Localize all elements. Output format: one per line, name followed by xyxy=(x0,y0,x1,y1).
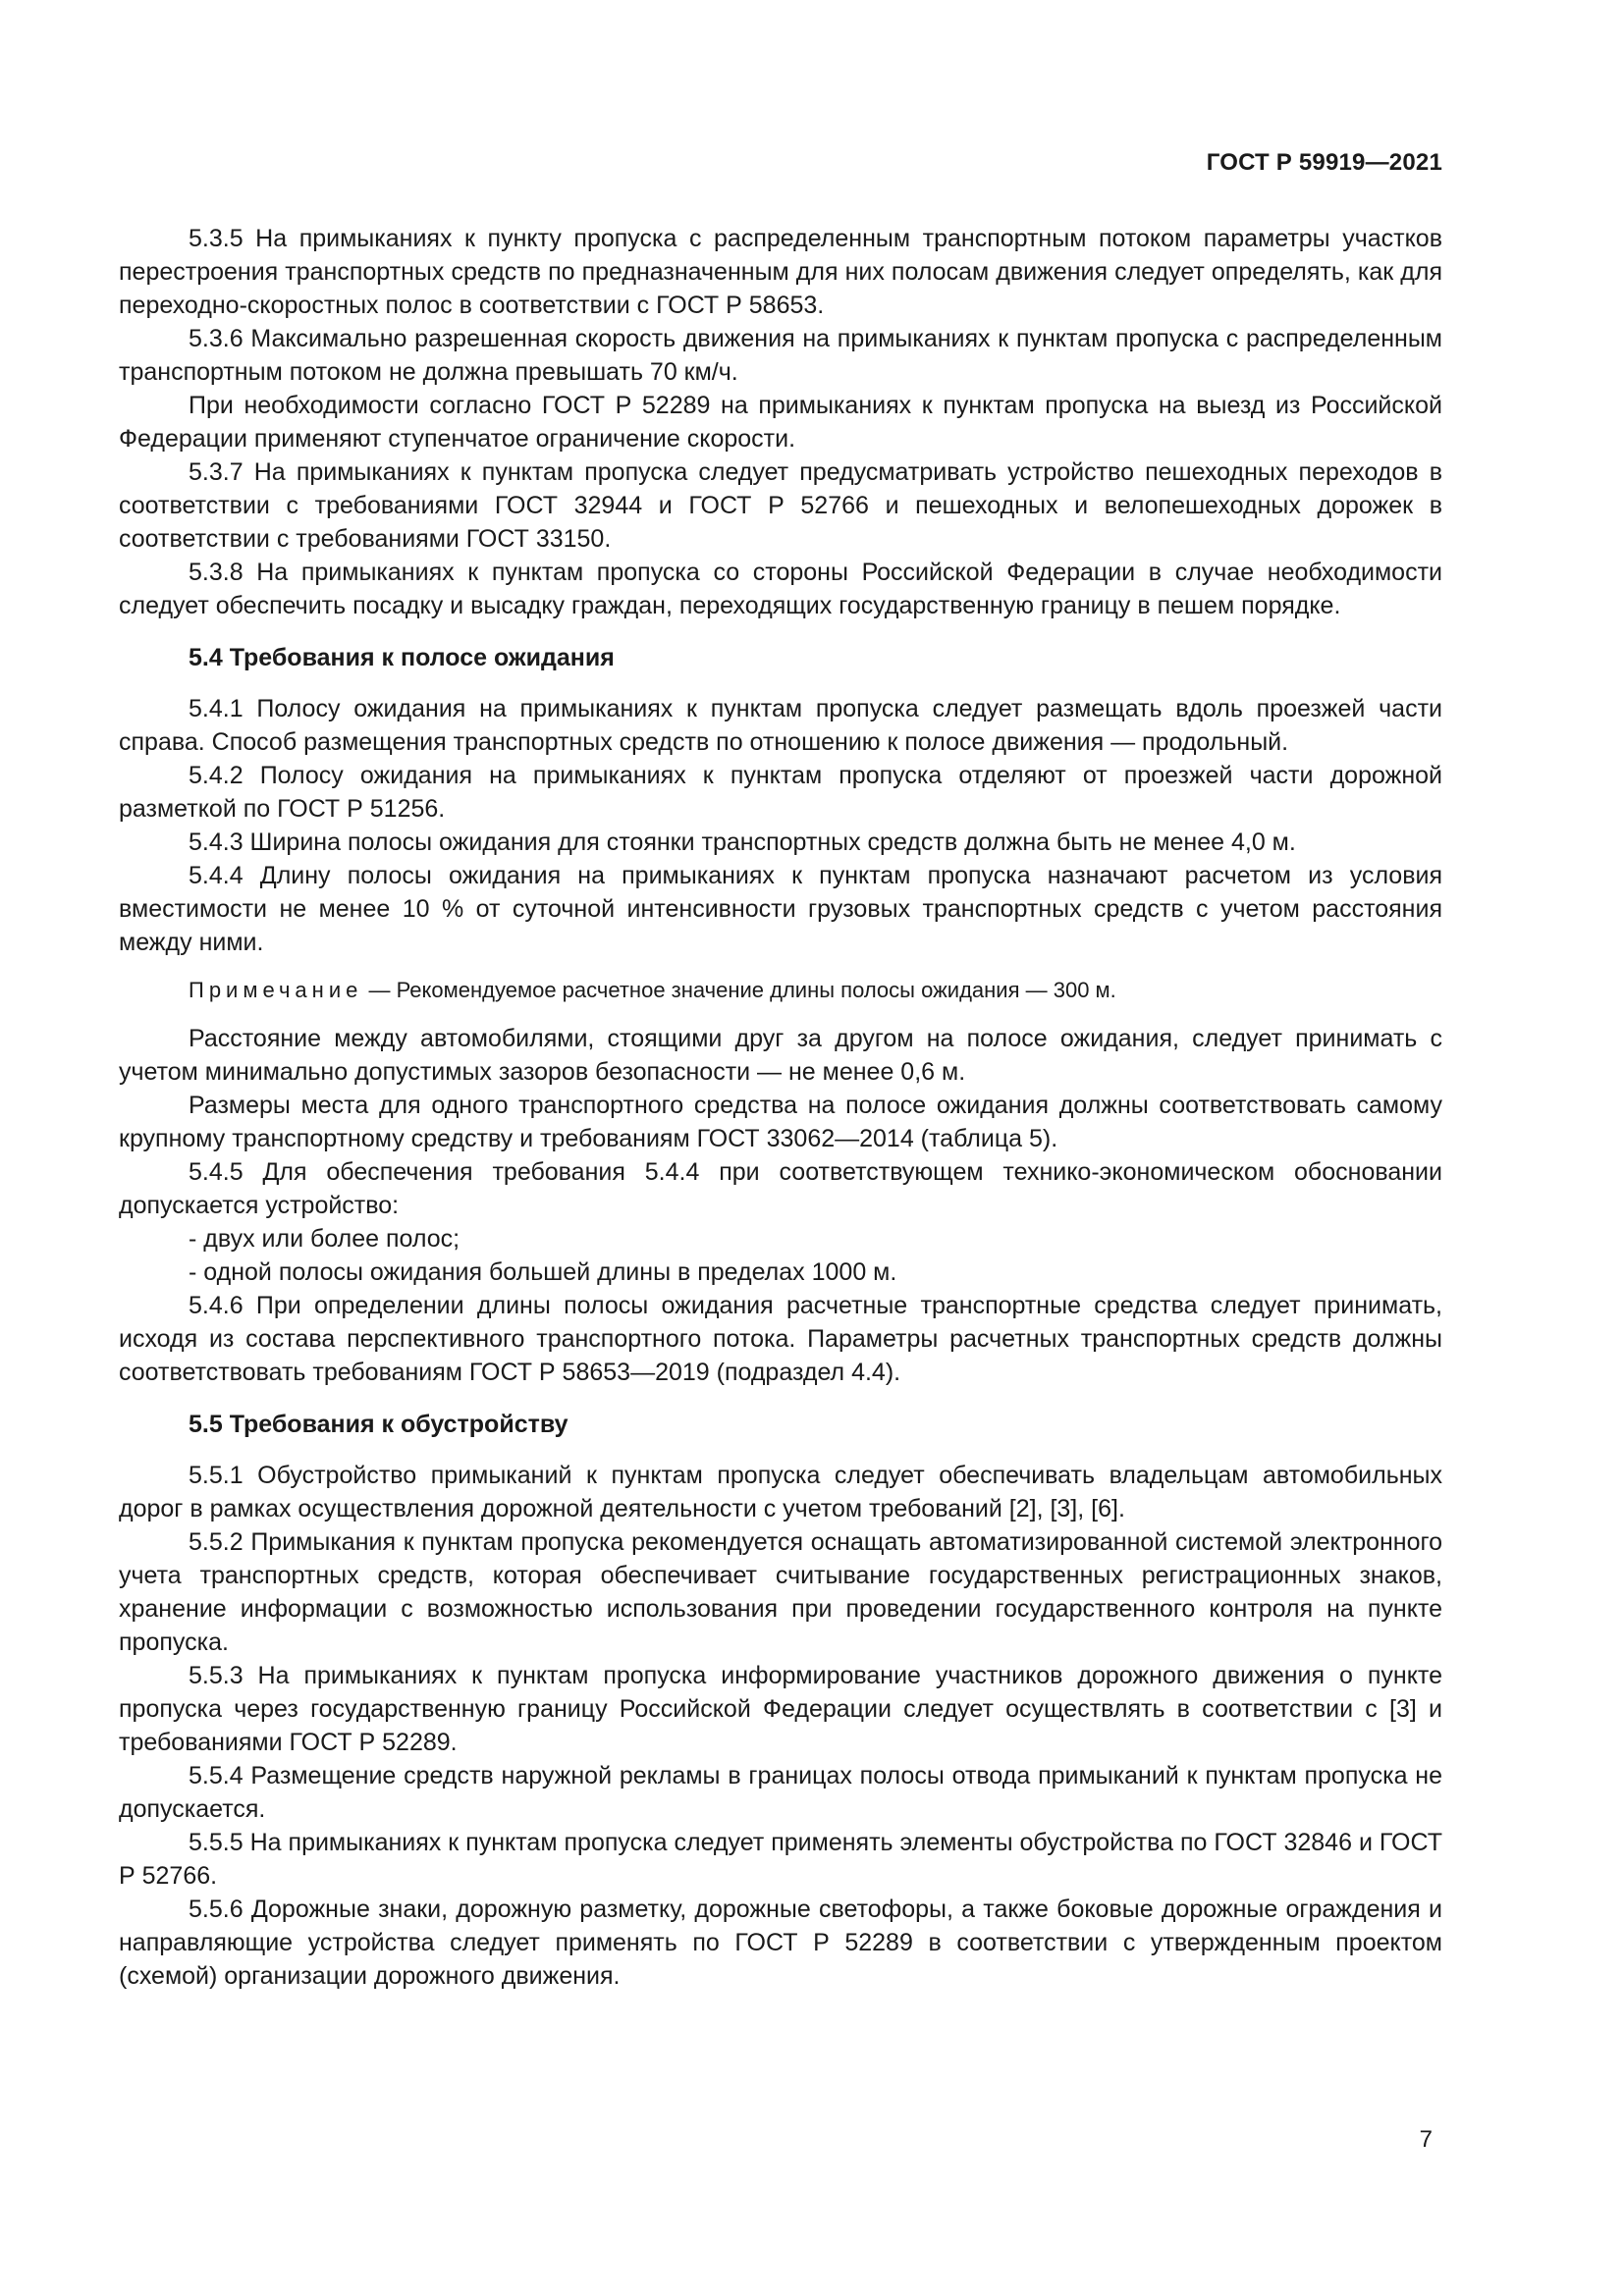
section-heading-5-5: 5.5 Требования к обустройству xyxy=(189,1411,568,1438)
note-label: Примечание xyxy=(189,978,363,1002)
paragraph-5-5-6: 5.5.6 Дорожные знаки, дорожную разметку, дорожные светофоры, а также боковые дорожные ограждения и направляющие устройства следует применять по ГОСТ Р 52289 в соответствии с утвержденным проектом (схемой) организации дорожного движения. xyxy=(119,1896,1442,1990)
note xyxy=(119,976,1442,1005)
section-heading-5-4: 5.4 Требования к полосе ожидания xyxy=(189,644,615,671)
paragraph-5-3-6-cont: При необходимости согласно ГОСТ Р 52289 на примыканиях к пунктам пропуска на выезд из Российской Федерации применяют ступенчатое ограничение скорости. xyxy=(119,392,1442,453)
list-item-two-lanes: - двух или более полос; xyxy=(189,1225,460,1253)
paragraph-5-5-3: 5.5.3 На примыканиях к пунктам пропуска информирование участников дорожного движения о пункте пропуска через государственную границу Российской Федерации следует осуществлять в соответствии с [3] и требованиями ГОСТ Р 52289. xyxy=(119,1662,1442,1756)
document-body xyxy=(119,222,1442,1993)
paragraph-5-3-6: 5.3.6 Максимально разрешенная скорость движения на примыканиях к пунктам пропуска с распределенным транспортным потоком не должна превышать 70 км/ч. xyxy=(119,325,1442,386)
paragraph-5-4-5: 5.4.5 Для обеспечения требования 5.4.4 при соответствующем технико-экономическом обосновании допускается устройство: xyxy=(119,1158,1442,1219)
paragraph-5-3-7: 5.3.7 На примыканиях к пунктам пропуска следует предусматривать устройство пешеходных переходов в соответствии с требованиями ГОСТ 32944 и ГОСТ Р 52766 и пешеходных и велопешеходных дорожек в соответствии с требованиями ГОСТ 33150. xyxy=(119,458,1442,553)
paragraph-place-size: Размеры места для одного транспортного средства на полосе ожидания должны соответствовать самому крупному транспортному средству и требованиям ГОСТ 33062—2014 (таблица 5). xyxy=(119,1092,1442,1152)
paragraph-5-3-5: 5.3.5 На примыканиях к пункту пропуска с распределенным транспортным потоком параметры участков перестроения транспортных средств по предназначенным для них полосам движения следует определять, как для переходно-скоростных полос в соответствии с ГОСТ Р 58653. xyxy=(119,225,1442,319)
paragraph-5-5-1: 5.5.1 Обустройство примыканий к пунктам пропуска следует обеспечивать владельцам автомобильных дорог в рамках осуществления дорожной деятельности с учетом требований [2], [3], [6]. xyxy=(119,1462,1442,1522)
paragraph-5-5-2: 5.5.2 Примыкания к пунктам пропуска рекомендуется оснащать автоматизированной системой электронного учета транспортных средств, которая обеспечивает считывание государственных регистрационных знаков, хранение информации с возможностью использования при проведении государственного контроля на пункте пропуска. xyxy=(119,1528,1442,1656)
document-code-header: ГОСТ Р 59919—2021 xyxy=(1206,149,1442,176)
paragraph-5-4-6: 5.4.6 При определении длины полосы ожидания расчетные транспортные средства следует принимать, исходя из состава перспективного транспортного потока. Параметры расчетных транспортных средств должны соответствовать требованиям ГОСТ Р 58653—2019 (подраздел 4.4). xyxy=(119,1292,1442,1386)
note-text: — Рекомендуемое расчетное значение длины полосы ожидания — 300 м. xyxy=(362,978,1116,1002)
paragraph-distance: Расстояние между автомобилями, стоящими друг за другом на полосе ожидания, следует принимать с учетом минимально допустимых зазоров безопасности — не менее 0,6 м. xyxy=(119,1025,1442,1086)
paragraph-5-4-2: 5.4.2 Полосу ожидания на примыканиях к пунктам пропуска отделяют от проезжей части дорожной разметкой по ГОСТ Р 51256. xyxy=(119,762,1442,823)
list-item-one-lane: - одной полосы ожидания большей длины в пределах 1000 м. xyxy=(189,1258,897,1286)
paragraph-5-4-3: 5.4.3 Ширина полосы ожидания для стоянки транспортных средств должна быть не менее 4,0 м. xyxy=(189,828,1296,856)
paragraph-5-5-4: 5.5.4 Размещение средств наружной рекламы в границах полосы отвода примыканий к пунктам пропуска не допускается. xyxy=(119,1762,1442,1823)
page-number: 7 xyxy=(1419,2126,1433,2153)
paragraph-5-4-1: 5.4.1 Полосу ожидания на примыканиях к пунктам пропуска следует размещать вдоль проезжей части справа. Способ размещения транспортных средств по отношению к полосе движения — продольный. xyxy=(119,695,1442,756)
paragraph-5-5-5: 5.5.5 На примыканиях к пунктам пропуска следует применять элементы обустройства по ГОСТ 32846 и ГОСТ Р 52766. xyxy=(119,1829,1442,1890)
paragraph-5-3-8: 5.3.8 На примыканиях к пунктам пропуска со стороны Российской Федерации в случае необходимости следует обеспечить посадку и высадку граждан, переходящих государственную границу в пешем порядке. xyxy=(119,559,1442,619)
paragraph-5-4-4: 5.4.4 Длину полосы ожидания на примыканиях к пунктам пропуска назначают расчетом из условия вместимости не менее 10 % от суточной интенсивности грузовых транспортных средств с учетом расстояния между ними. xyxy=(119,862,1442,956)
